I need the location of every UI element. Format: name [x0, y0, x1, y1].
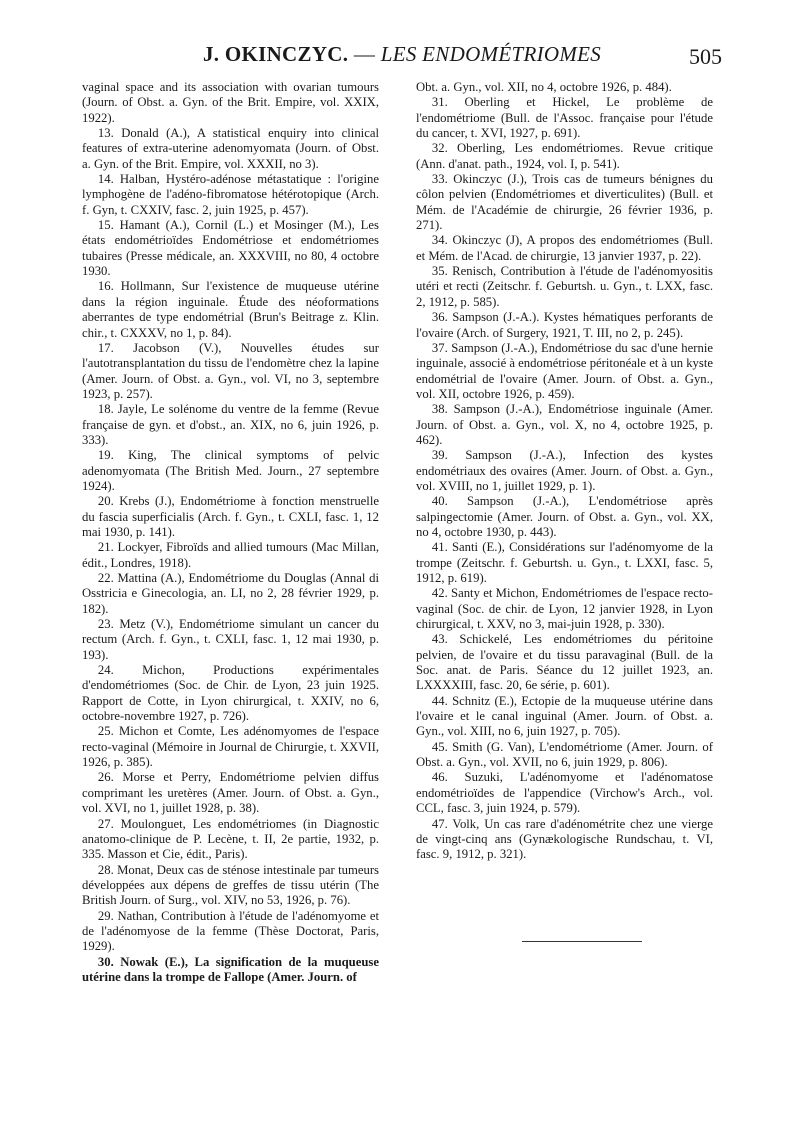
bibliography-right-column	[416, 80, 713, 863]
reference-entry: 41. Santi (E.), Considérations sur l'adénomyome de la trompe (Zeitschr. f. Geburtsh. u. Gyn., t. LXXI, fasc. 5, 1912, p. 619).	[416, 540, 713, 585]
reference-entry: vaginal space and its association with ovarian tumours (Journ. of Obst. a. Gyn. of the Brit. Empire, vol. XXIX, 1922).	[82, 80, 379, 125]
reference-entry: 17. Jacobson (V.), Nouvelles études sur l'autotransplantation du tissu de l'endomètre chez la lapine (Amer. Journ. of Obst. a. Gyn., vol. VI, no 3, septembre 1923, p. 257).	[82, 340, 379, 401]
reference-entry: 29. Nathan, Contribution à l'étude de l'adénomyome et de l'adénomyose de la femme (Thèse Doctorat, Paris, 1929).	[82, 908, 379, 954]
reference-entry: 39. Sampson (J.-A.), Infection des kystes endométriaux des ovaires (Amer. Journ. of Obst. a. Gyn., vol. XVIII, no 1, juillet 1929, p. 1).	[416, 448, 713, 493]
reference-entry: 20. Krebs (J.), Endométriome à fonction menstruelle du fascia superficialis (Arch. f. Gyn., t. CXLI, fasc. 1, 12 mai 1930, p. 141).	[82, 494, 379, 539]
reference-entry: 18. Jayle, Le solénome du ventre de la femme (Revue française de gyn. et d'obst., an. XIX, no 6, juin 1926, p. 333).	[82, 402, 379, 447]
reference-entry: 23. Metz (V.), Endométriome simulant un cancer du rectum (Arch. f. Gyn., t. CXLI, fasc. 1, 12 mai 1930, p. 193).	[82, 617, 379, 662]
reference-entry: 19. King, The clinical symptoms of pelvic adenomyomata (The British Med. Journ., 27 septembre 1924).	[82, 448, 379, 493]
reference-entry: 35. Renisch, Contribution à l'étude de l'adénomyositis utéri et recti (Zeitschr. f. Geburtsh. u. Gyn., t. LXX, fasc. 2, 1912, p. 585).	[416, 264, 713, 309]
running-header	[82, 42, 722, 76]
reference-entry: 24. Michon, Productions expérimentales d'endométriomes (Soc. de Chir. de Lyon, 23 juin 1925. Rapport de Cotte, in Lyon chirurgical, t. XXIV, no 6, octobre-novembre 1927, p. 726).	[82, 663, 379, 724]
reference-entry: 25. Michon et Comte, Les adénomyomes de l'espace recto-vaginal (Mémoire in Journal de Chirurgie, t. XXVII, 1926, p. 385).	[82, 724, 379, 770]
bibliography-left-column	[82, 80, 379, 985]
reference-entry: 13. Donald (A.), A statistical enquiry into clinical features of extra-uterine adenomyomata (Journ. of Obst. a. Gyn. of the Brit. Empire, vol. XXXII, no 3).	[82, 126, 379, 171]
reference-entry: 44. Schnitz (E.), Ectopie de la muqueuse utérine dans l'ovaire et le canal inguinal (Amer. Journ. of Obst. a. Gyn., vol. XIII, no 6, juin 1927, p. 705).	[416, 693, 713, 739]
reference-entry: 22. Mattina (A.), Endométriome du Douglas (Annal di Osstricia e Ginecologia, an. LI, no 2, 28 février 1929, p. 182).	[82, 571, 379, 616]
reference-entry: 26. Morse et Perry, Endométriome pelvien diffus comprimant les uretères (Amer. Journ. of Obst. a. Gyn., vol. XVI, no 1, juillet 1928, p. 38).	[82, 770, 379, 816]
reference-entry: 37. Sampson (J.-A.), Endométriose du sac d'une hernie inguinale, associé à endométriose péritonéale et à un kyste endométrial de l'ovaire (Amer. Journ. of Obst. a. Gyn., vol. XII, octobre 1926, p. 459).	[416, 340, 713, 401]
header-author: J. OKINCZYC.	[202, 42, 349, 66]
reference-entry: 33. Okinczyc (J.), Trois cas de tumeurs bénignes du côlon pelvien (Endométriomes et diverticulites) (Bull. et Mém. de l'Académie de chirurgie, 26 février 1936, p. 271).	[416, 172, 713, 233]
end-rule	[522, 941, 642, 942]
reference-entry: 32. Oberling, Les endométriomes. Revue critique (Ann. d'anat. path., 1924, vol. I, p. 541).	[416, 141, 713, 171]
page-number: 505	[689, 44, 722, 69]
reference-entry: 36. Sampson (J.-A.). Kystes hématiques perforants de l'ovaire (Arch. of Surgery, 1921, T. III, no 2, p. 245).	[416, 310, 713, 340]
reference-entry: 40. Sampson (J.-A.), L'endométriose après salpingectomie (Amer. Journ. of Obst. a. Gyn., vol. XX, no 4, octobre 1930, p. 443).	[416, 494, 713, 539]
reference-entry: 43. Schickelé, Les endométriomes du péritoine pelvien, de l'ovaire et du tissu paravaginal (Bull. de la Soc. anat. de Paris. Séance du 12 juillet 1923, an. LXXXXIII, fasc. 20, 6e série, p. 601).	[416, 632, 713, 693]
reference-entry: 14. Halban, Hystéro-adénose métastatique : l'origine lymphogène de l'adéno-fibromatose hétérotopique (Arch. f. Gyn, t. CXXIV, fasc. 2, juin 1925, p. 457).	[82, 172, 379, 217]
header-separator: —	[348, 42, 381, 66]
header-work-title: LES ENDOMÉTRIOMES	[380, 42, 602, 66]
reference-entry: 31. Oberling et Hickel, Le problème de l'endométriome (Bull. de l'Assoc. française pour l'étude du cancer, t. XVI, 1927, p. 691).	[416, 95, 713, 141]
reference-entry: 30. Nowak (E.), La signification de la muqueuse utérine dans la trompe de Fallope (Amer. Journ. of	[82, 954, 379, 984]
reference-entry: Obt. a. Gyn., vol. XII, no 4, octobre 1926, p. 484).	[416, 80, 672, 94]
reference-entry: 47. Volk, Un cas rare d'adénométrite chez une vierge de vingt-cinq ans (Gynækologische Rundschau, t. VI, fasc. 9, 1912, p. 321).	[416, 816, 713, 862]
reference-entry: 28. Monat, Deux cas de sténose intestinale par tumeurs développées aux dépens de greffes de tissu utérin (The British Journ. of Surg., vol. XIV, no 53, 1926, p. 76).	[82, 862, 379, 908]
running-title	[82, 42, 722, 67]
reference-entry: 42. Santy et Michon, Endométriomes de l'espace recto-vaginal (Soc. de chir. de Lyon, 12 janvier 1928, in Lyon chirurgical, t. XXV, no 3, mai-juin 1928, p. 330).	[416, 586, 713, 632]
reference-entry: 15. Hamant (A.), Cornil (L.) et Mosinger (M.), Les états endométrioïdes Endométriose et endométriomes tubaires (Presse médicale, an. XXXVIII, no 80, 4 octobre 1930.	[82, 218, 379, 279]
reference-entry: 27. Moulonguet, Les endométriomes (in Diagnostic anatomo-clinique de P. Lecène, t. II, 2e partie, 1932, p. 335. Masson et Cie, édit., Paris).	[82, 816, 379, 862]
reference-entry: 34. Okinczyc (J), A propos des endométriomes (Bull. et Mém. de l'Acad. de chirurgie, 13 janvier 1937, p. 22).	[416, 233, 713, 263]
reference-entry: 38. Sampson (J.-A.), Endométriose inguinale (Amer. Journ. of Obst. a. Gyn., vol. X, no 4, octobre 1925, p. 462).	[416, 402, 713, 447]
reference-entry: 46. Suzuki, L'adénomyome et l'adénomatose endométrioïdes de l'appendice (Virchow's Arch., vol. CCL, fasc. 3, juin 1924, p. 579).	[416, 770, 713, 816]
reference-entry: 45. Smith (G. Van), L'endométriome (Amer. Journ. of Obst. a. Gyn., vol. XVII, no 6, juin 1929, p. 806).	[416, 739, 713, 770]
reference-entry: 21. Lockyer, Fibroïds and allied tumours (Mac Millan, édit., Londres, 1918).	[82, 540, 379, 570]
reference-entry: 16. Hollmann, Sur l'existence de muqueuse utérine dans la région inguinale. Étude des néoformations aberrantes de type endométrial (Brun's Beitrage z. Klin. chir., t. CXXXV, no 1, p. 84).	[82, 279, 379, 340]
